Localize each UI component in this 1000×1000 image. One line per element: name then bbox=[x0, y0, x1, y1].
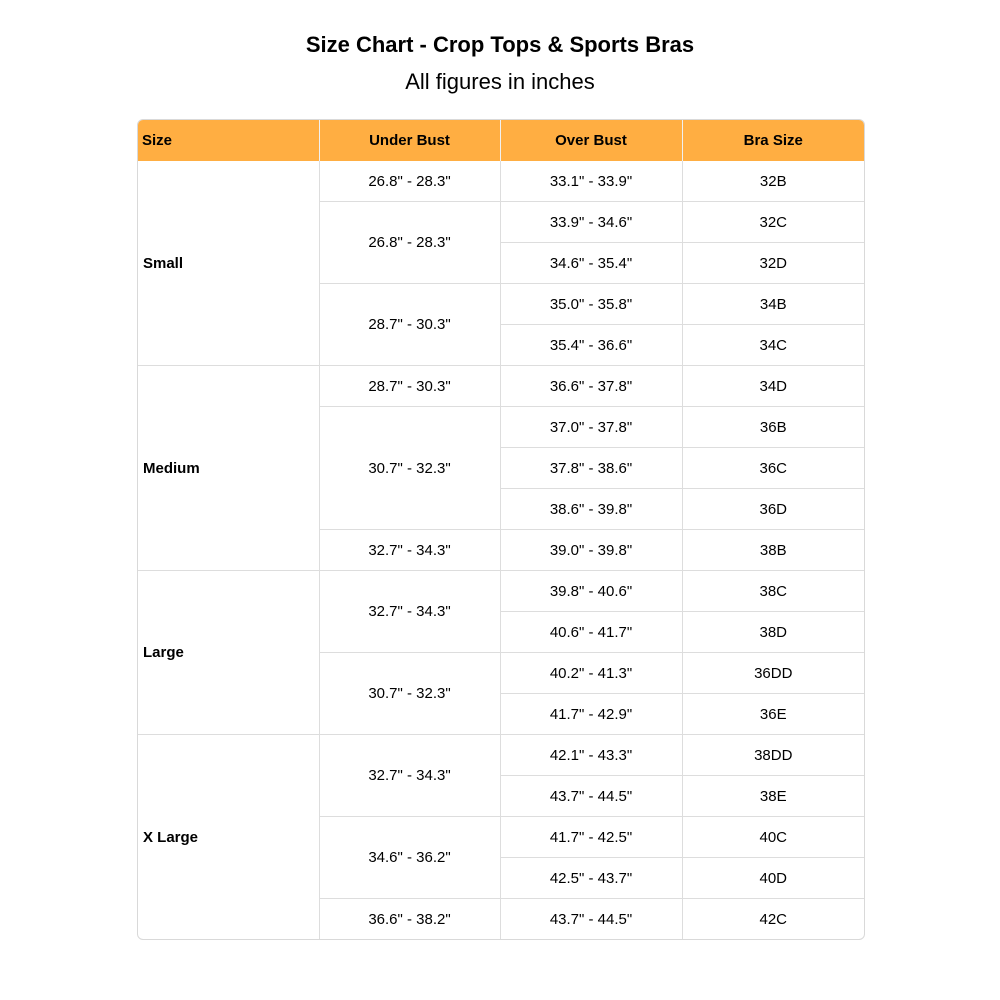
table-body bbox=[138, 161, 864, 939]
under-bust-cell: 26.8" - 28.3" bbox=[319, 202, 500, 284]
bra-size-cell: 32C bbox=[682, 202, 864, 243]
bra-size-cell: 38B bbox=[682, 530, 864, 571]
over-bust-cell: 39.8" - 40.6" bbox=[500, 571, 682, 612]
column-header-size: Size bbox=[138, 120, 319, 161]
over-bust-cell: 41.7" - 42.5" bbox=[500, 817, 682, 858]
page-subtitle: All figures in inches bbox=[405, 69, 595, 94]
under-bust-cell: 30.7" - 32.3" bbox=[319, 407, 500, 530]
bra-size-cell: 38DD bbox=[682, 735, 864, 776]
over-bust-cell: 40.6" - 41.7" bbox=[500, 612, 682, 653]
under-bust-cell: 34.6" - 36.2" bbox=[319, 817, 500, 899]
over-bust-cell: 38.6" - 39.8" bbox=[500, 489, 682, 530]
table-row bbox=[138, 366, 864, 407]
over-bust-cell: 39.0" - 39.8" bbox=[500, 530, 682, 571]
over-bust-cell: 42.1" - 43.3" bbox=[500, 735, 682, 776]
over-bust-cell: 43.7" - 44.5" bbox=[500, 899, 682, 940]
bra-size-cell: 34B bbox=[682, 284, 864, 325]
size-label-cell: Large bbox=[138, 571, 319, 735]
over-bust-cell: 35.4" - 36.6" bbox=[500, 325, 682, 366]
under-bust-cell: 30.7" - 32.3" bbox=[319, 653, 500, 735]
bra-size-cell: 36E bbox=[682, 694, 864, 735]
under-bust-cell: 32.7" - 34.3" bbox=[319, 530, 500, 571]
column-header-bra-size: Bra Size bbox=[682, 120, 864, 161]
page-title: Size Chart - Crop Tops & Sports Bras bbox=[305, 32, 695, 57]
table-row bbox=[138, 735, 864, 776]
bra-size-cell: 38C bbox=[682, 571, 864, 612]
size-label-cell: Medium bbox=[138, 366, 319, 571]
table-row bbox=[138, 571, 864, 612]
over-bust-cell: 37.8" - 38.6" bbox=[500, 448, 682, 489]
size-chart-table bbox=[138, 120, 864, 939]
over-bust-cell: 41.7" - 42.9" bbox=[500, 694, 682, 735]
over-bust-cell: 33.9" - 34.6" bbox=[500, 202, 682, 243]
over-bust-cell: 36.6" - 37.8" bbox=[500, 366, 682, 407]
bra-size-cell: 40D bbox=[682, 858, 864, 899]
column-header-under-bust: Under Bust bbox=[319, 120, 500, 161]
bra-size-cell: 36D bbox=[682, 489, 864, 530]
bra-size-cell: 36DD bbox=[682, 653, 864, 694]
under-bust-cell: 32.7" - 34.3" bbox=[319, 735, 500, 817]
over-bust-cell: 40.2" - 41.3" bbox=[500, 653, 682, 694]
under-bust-cell: 32.7" - 34.3" bbox=[319, 571, 500, 653]
size-label-cell: X Large bbox=[138, 735, 319, 940]
over-bust-cell: 43.7" - 44.5" bbox=[500, 776, 682, 817]
size-chart-table-container bbox=[137, 119, 865, 940]
bra-size-cell: 40C bbox=[682, 817, 864, 858]
over-bust-cell: 33.1" - 33.9" bbox=[500, 161, 682, 202]
under-bust-cell: 26.8" - 28.3" bbox=[319, 161, 500, 202]
size-label-cell: Small bbox=[143, 254, 184, 272]
bra-size-cell: 38D bbox=[682, 612, 864, 653]
under-bust-cell: 28.7" - 30.3" bbox=[319, 366, 500, 407]
table-row bbox=[138, 161, 864, 202]
bra-size-cell: 36B bbox=[682, 407, 864, 448]
over-bust-cell: 34.6" - 35.4" bbox=[500, 243, 682, 284]
bra-size-cell: 32B bbox=[682, 161, 864, 202]
bra-size-cell: 34D bbox=[682, 366, 864, 407]
bra-size-cell: 34C bbox=[682, 325, 864, 366]
bra-size-cell: 38E bbox=[682, 776, 864, 817]
table-header-row bbox=[138, 120, 864, 161]
under-bust-cell: 36.6" - 38.2" bbox=[319, 899, 500, 940]
over-bust-cell: 42.5" - 43.7" bbox=[500, 858, 682, 899]
over-bust-cell: 37.0" - 37.8" bbox=[500, 407, 682, 448]
bra-size-cell: 32D bbox=[682, 243, 864, 284]
over-bust-cell: 35.0" - 35.8" bbox=[500, 284, 682, 325]
bra-size-cell: 42C bbox=[682, 899, 864, 940]
under-bust-cell: 28.7" - 30.3" bbox=[319, 284, 500, 366]
column-header-over-bust: Over Bust bbox=[500, 120, 682, 161]
bra-size-cell: 36C bbox=[682, 448, 864, 489]
